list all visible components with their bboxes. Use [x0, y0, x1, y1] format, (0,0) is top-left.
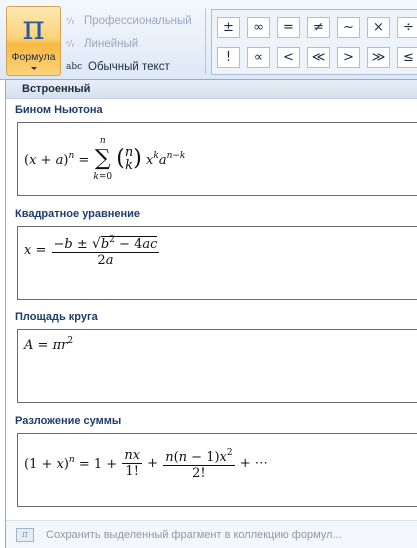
- fraction-icon: ˣ∕ᵧ: [66, 39, 75, 48]
- formula-button[interactable]: [6, 6, 61, 76]
- symbol-less-equal-button[interactable]: ≤: [397, 47, 417, 68]
- equation-item-circle-area[interactable]: [17, 329, 417, 403]
- mode-linear[interactable]: [66, 35, 200, 53]
- symbol-greater-than-button[interactable]: >: [337, 47, 360, 68]
- pi-icon: π: [22, 8, 45, 48]
- equation-gallery: [5, 79, 417, 548]
- equation-preview: $A = \pi r^2$: [24, 336, 74, 353]
- symbol-much-less-button[interactable]: ≪: [307, 47, 330, 68]
- equation-save-icon: π: [16, 528, 34, 542]
- symbol-factorial-button[interactable]: !: [217, 47, 240, 68]
- symbol-plus-minus-button[interactable]: ±: [217, 17, 240, 38]
- symbol-much-greater-button[interactable]: ≫: [367, 47, 390, 68]
- item-title: Разложение суммы: [15, 415, 122, 427]
- symbol-equals-button[interactable]: =: [277, 17, 300, 38]
- mode-label: Линейный: [84, 38, 139, 50]
- ribbon-divider: [205, 8, 206, 74]
- item-title: Квадратное уравнение: [15, 208, 141, 220]
- mode-label: Профессиональный: [84, 15, 192, 27]
- equation-preview: $(x + a)^n$ = n ∑ k=0 ( n k ) $x^ka^{n-k}$: [24, 136, 186, 182]
- formula-button-label: Формула: [11, 51, 56, 63]
- fraction-icon: ˣ∕ᵧ: [66, 16, 75, 25]
- chevron-down-icon: [31, 67, 37, 70]
- save-selection-to-gallery[interactable]: [6, 520, 417, 548]
- equation-item-quadratic[interactable]: [17, 226, 417, 300]
- equation-preview: $(1 + x)^n = 1$ + $\frac{nx}{1!}$ + $\frac{n(n - 1)x^2}{2!}$ + ⋯: [24, 448, 268, 481]
- equation-item-binomial[interactable]: [17, 122, 417, 196]
- equation-item-sum-expansion[interactable]: [17, 433, 417, 507]
- save-selection-label: Сохранить выделенный фрагмент в коллекцию формул...: [46, 529, 342, 541]
- item-title: Площадь круга: [15, 311, 98, 323]
- mode-professional[interactable]: [66, 12, 200, 30]
- symbol-tilde-button[interactable]: ~: [337, 17, 360, 38]
- ribbon: [0, 0, 417, 80]
- symbol-less-than-button[interactable]: <: [277, 47, 300, 68]
- symbol-divide-button[interactable]: ÷: [397, 17, 417, 38]
- symbol-not-equal-button[interactable]: ≠: [307, 17, 330, 38]
- symbol-times-button[interactable]: ×: [367, 17, 390, 38]
- category-header: Встроенный: [6, 80, 417, 99]
- abc-icon: abc: [66, 62, 83, 72]
- mode-plain-text[interactable]: [66, 58, 200, 76]
- symbol-gallery: [211, 9, 417, 75]
- mode-label: Обычный текст: [88, 61, 170, 73]
- item-title: Бином Ньютона: [15, 104, 103, 116]
- equation-preview: x = $\frac{-b \pm √b^2 - 4ac}{2a}$: [24, 235, 158, 268]
- symbol-infinity-button[interactable]: ∞: [247, 17, 270, 38]
- symbol-proportional-button[interactable]: ∝: [247, 47, 270, 68]
